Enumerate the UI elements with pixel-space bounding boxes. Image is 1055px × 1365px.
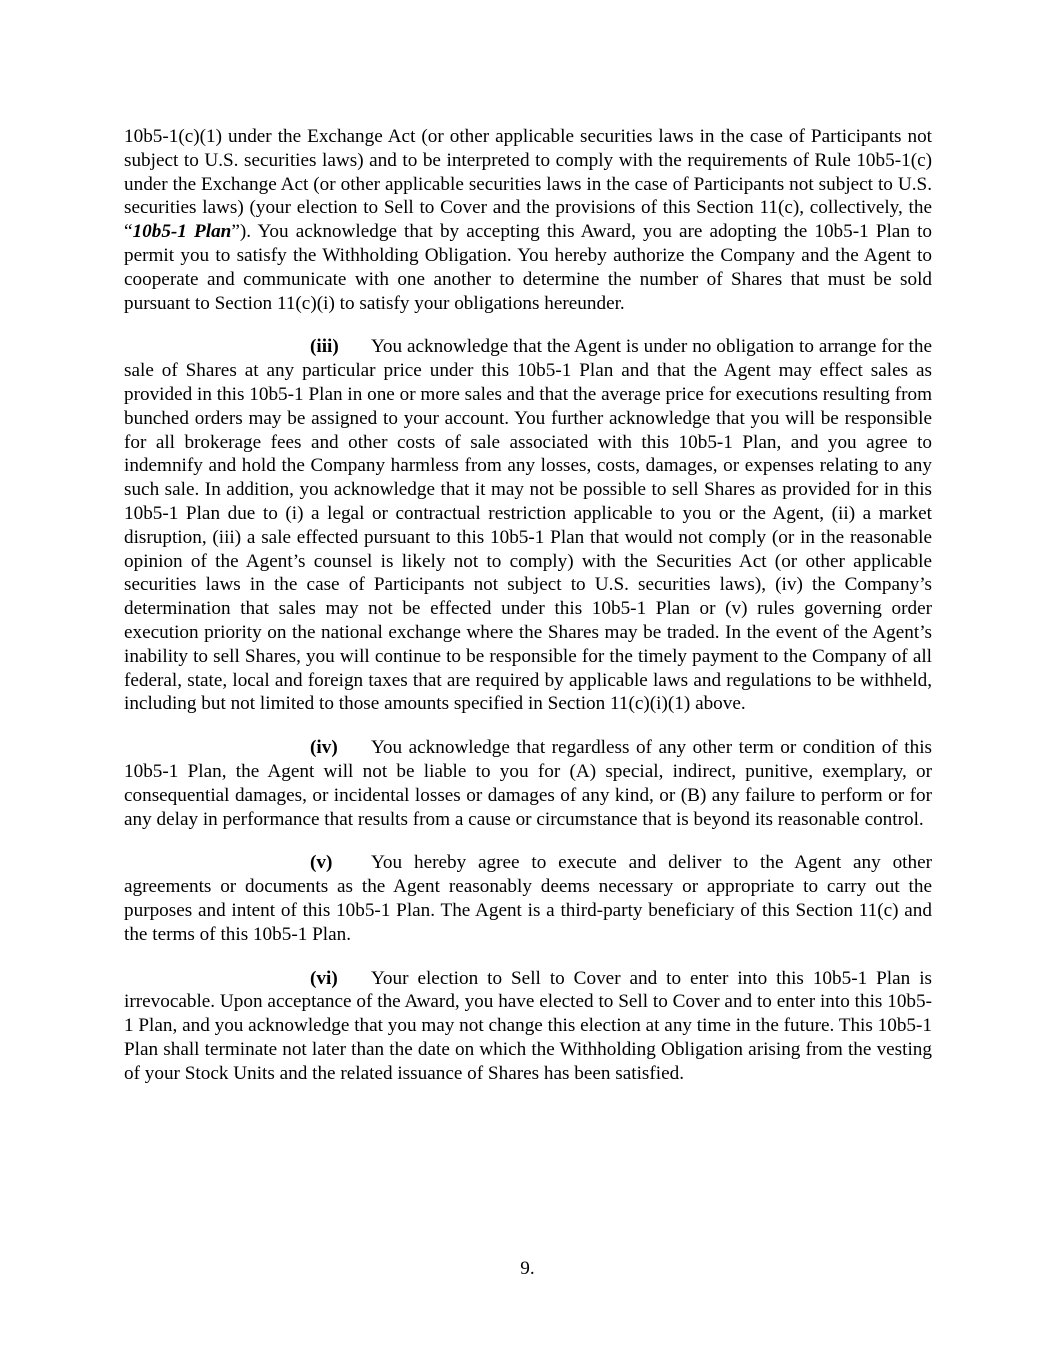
section-v-text: You hereby agree to execute and deliver to the Agent any other agreements or documents as the Agent reasonably deems necessary or appropriate to carry out the purposes and intent of this 10b5-1 Plan. The Agent is a third-party beneficiary of this Section 11(c) and the terms of this 10b5-1 Plan. bbox=[124, 852, 932, 945]
section-vi bbox=[124, 967, 932, 1086]
continued-paragraph-text-after: ”). You acknowledge that by accepting this Award, you are adopting the 10b5-1 Plan to permit you to satisfy the Withholding Obligation. You hereby authorize the Company and the Agent to cooperate and communicate with one another to determine the number of Shares that must be sold pursuant to Section 11(c)(i) to satisfy your obligations hereunder. bbox=[124, 221, 932, 314]
section-iii-number: (iii) bbox=[310, 336, 339, 358]
section-v bbox=[124, 851, 932, 946]
section-iv-number: (iv) bbox=[310, 737, 338, 759]
section-iv bbox=[124, 736, 932, 831]
page-number: 9. bbox=[520, 1258, 535, 1279]
section-v-number: (v) bbox=[310, 852, 333, 874]
continued-paragraph-text-before: 10b5-1(c)(1) under the Exchange Act (or other applicable securities laws in the case of Participants not subject to U.S. securities laws) and to be interpreted to comply with the requirements of Rule 10b5-1(c) under the Exchange Act (or other applicable securities laws in the case of Participants not subject to U.S. securities laws) (your election to Sell to Cover and the provisions of this Section 11(c), collectively, the “ bbox=[124, 126, 932, 243]
section-vi-number: (vi) bbox=[310, 967, 338, 989]
section-iii bbox=[124, 335, 932, 716]
section-iii-text: You acknowledge that the Agent is under no obligation to arrange for the sale of Shares at any particular price under this 10b5-1 Plan and that the Agent may effect sales as provided in this 10b5-1 Plan in one or more sales and that the average price for executions resulting from bunched orders may be assigned to your account. You further acknowledge that you will be responsible for all brokerage fees and other costs of sale associated with this 10b5-1 Plan, and you agree to indemnify and hold the Company harmless from any losses, costs, damages, or expenses relating to any such sale. In addition, you acknowledge that it may not be possible to sell Shares as provided for in this 10b5-1 Plan due to (i) a legal or contractual restriction applicable to you or the Agent, (ii) a market disruption, (iii) a sale effected pursuant to this 10b5-1 Plan that would not comply (or in the reasonable opinion of the Agent’s counsel is likely not to comply) with the Securities Act (or other applicable securities laws in the case of Participants not subject to U.S. securities laws), (iv) the Company’s determination that sales may not be effected under this 10b5-1 Plan or (v) rules governing order execution priority on the national exchange where the Shares may be traded. In the event of the Agent’s inability to sell Shares, you will continue to be responsible for the timely payment to the Company of all federal, state, local and foreign taxes that are required by applicable laws and regulations to be withheld, including but not limited to those amounts specified in Section 11(c)(i)(1) above. bbox=[124, 336, 932, 715]
document-body bbox=[124, 125, 932, 1105]
continued-paragraph bbox=[124, 125, 932, 315]
section-iv-text: You acknowledge that regardless of any other term or condition of this 10b5-1 Plan, the Agent will not be liable to you for (A) special, indirect, punitive, exemplary, or consequential damages, or incidental losses or damages of any kind, or (B) any failure to perform or for any delay in performance that results from a cause or circumstance that is beyond its reasonable control. bbox=[124, 737, 932, 830]
defined-term-10b5-1-plan: 10b5-1 Plan bbox=[132, 221, 232, 243]
section-vi-text: Your election to Sell to Cover and to enter into this 10b5-1 Plan is irrevocable. Upon acceptance of the Award, you have elected to Sell to Cover and to enter into this 10b5-1 Plan, and you acknowledge that you may not change this election at any time in the future. This 10b5-1 Plan shall terminate not later than the date on which the Withholding Obligation arising from the vesting of your Stock Units and the related issuance of Shares has been satisfied. bbox=[124, 967, 932, 1084]
